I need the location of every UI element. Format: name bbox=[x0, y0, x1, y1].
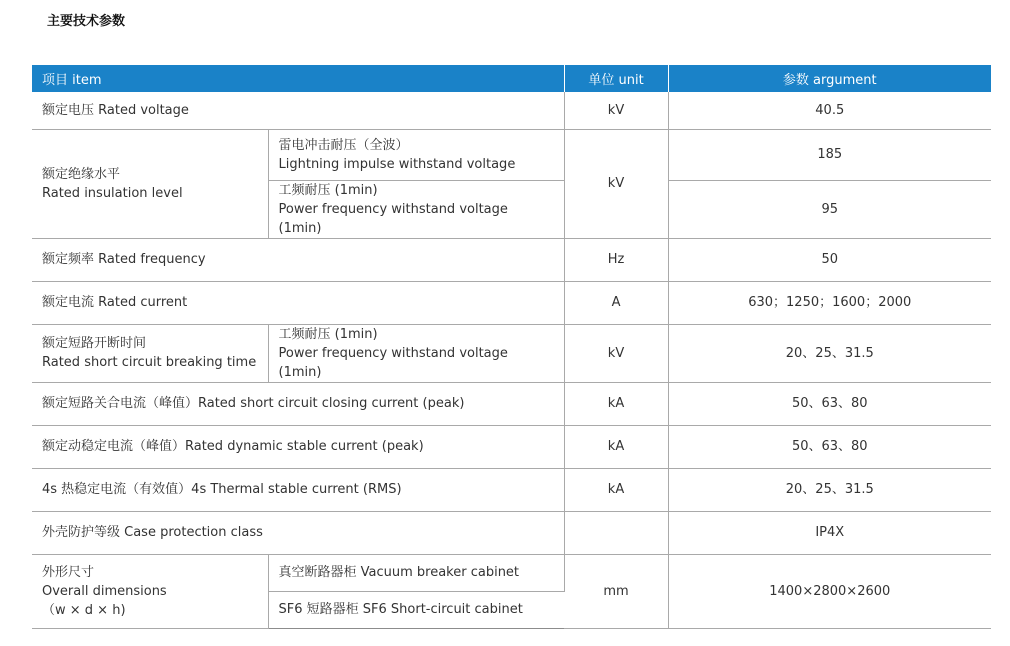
row-label-en: Rated short circuit breaking time bbox=[42, 355, 257, 370]
table-row bbox=[32, 425, 991, 468]
row-sublabel-en: Power frequency withstand voltage (1min) bbox=[278, 345, 508, 380]
row-sublabel-en: Power frequency withstand voltage (1min) bbox=[278, 201, 508, 236]
row-value: 20、25、31.5 bbox=[668, 468, 991, 511]
row-unit: kV bbox=[564, 324, 668, 382]
row-sublabel-en: Lightning impulse withstand voltage bbox=[278, 156, 516, 172]
page-heading: 主要技术参数 bbox=[47, 14, 126, 29]
row-value: 50、63、80 bbox=[668, 382, 991, 425]
row-unit bbox=[564, 511, 668, 554]
row-value: 95 bbox=[668, 180, 991, 238]
row-label: 额定频率 Rated frequency bbox=[32, 238, 564, 281]
row-value: 20、25、31.5 bbox=[668, 324, 991, 382]
row-value: 40.5 bbox=[668, 92, 991, 129]
row-unit: kA bbox=[564, 468, 668, 511]
table-row bbox=[32, 92, 991, 129]
row-label-cn: 外形尺寸 bbox=[42, 564, 95, 580]
row-label-en: Overall dimensions bbox=[42, 583, 167, 599]
row-value: 1400×2800×2600 bbox=[668, 554, 991, 628]
row-value: 630；1250；1600；2000 bbox=[668, 281, 991, 324]
row-unit: kA bbox=[564, 382, 668, 425]
row-label bbox=[32, 324, 268, 382]
row-label: 外壳防护等级 Case protection class bbox=[32, 511, 564, 554]
row-sublabel-cn: 工频耐压 (1min) bbox=[278, 182, 378, 198]
row-unit: A bbox=[564, 281, 668, 324]
row-sublabel: 真空断路器柜 Vacuum breaker cabinet bbox=[268, 554, 564, 591]
row-sublabel: SF6 短路器柜 SF6 Short-circuit cabinet bbox=[268, 591, 564, 628]
row-label: 4s 热稳定电流（有效值）4s Thermal stable current (RMS) bbox=[32, 468, 564, 511]
table-row bbox=[32, 281, 991, 324]
table-row bbox=[32, 468, 991, 511]
row-unit: Hz bbox=[564, 238, 668, 281]
row-sublabel-cn: 雷电冲击耐压（全波） bbox=[278, 137, 409, 153]
header-unit: 单位 unit bbox=[564, 65, 668, 92]
row-label: 额定电流 Rated current bbox=[32, 281, 564, 324]
table-row bbox=[32, 129, 991, 180]
row-label-cn: 额定短路开断时间 bbox=[42, 336, 147, 351]
row-label bbox=[32, 129, 268, 238]
table-header-row bbox=[32, 65, 991, 92]
row-value: 185 bbox=[668, 129, 991, 180]
row-label-en: Rated insulation level bbox=[42, 185, 183, 201]
row-value: 50、63、80 bbox=[668, 425, 991, 468]
table-row bbox=[32, 238, 991, 281]
tech-params-table bbox=[32, 65, 991, 629]
row-sublabel bbox=[268, 129, 564, 180]
row-value: IP4X bbox=[668, 511, 991, 554]
row-label-cn: 额定绝缘水平 bbox=[42, 166, 121, 182]
row-label: 额定动稳定电流（峰值）Rated dynamic stable current (peak) bbox=[32, 425, 564, 468]
table-row bbox=[32, 511, 991, 554]
table-row bbox=[32, 324, 991, 382]
row-unit: kA bbox=[564, 425, 668, 468]
row-label: 额定电压 Rated voltage bbox=[32, 92, 564, 129]
row-unit: mm bbox=[564, 554, 668, 628]
row-label: 额定短路关合电流（峰值）Rated short circuit closing current (peak) bbox=[32, 382, 564, 425]
header-argument: 参数 argument bbox=[668, 65, 991, 92]
row-label bbox=[32, 554, 268, 628]
row-sublabel bbox=[268, 180, 564, 238]
row-value: 50 bbox=[668, 238, 991, 281]
header-item: 项目 item bbox=[32, 65, 564, 92]
table-row bbox=[32, 554, 991, 591]
table-row bbox=[32, 382, 991, 425]
row-unit: kV bbox=[564, 129, 668, 238]
row-sublabel bbox=[268, 324, 564, 382]
row-unit: kV bbox=[564, 92, 668, 129]
row-sublabel-cn: 工频耐压 (1min) bbox=[278, 326, 378, 342]
row-label-formula: （w × d × h) bbox=[42, 602, 126, 618]
